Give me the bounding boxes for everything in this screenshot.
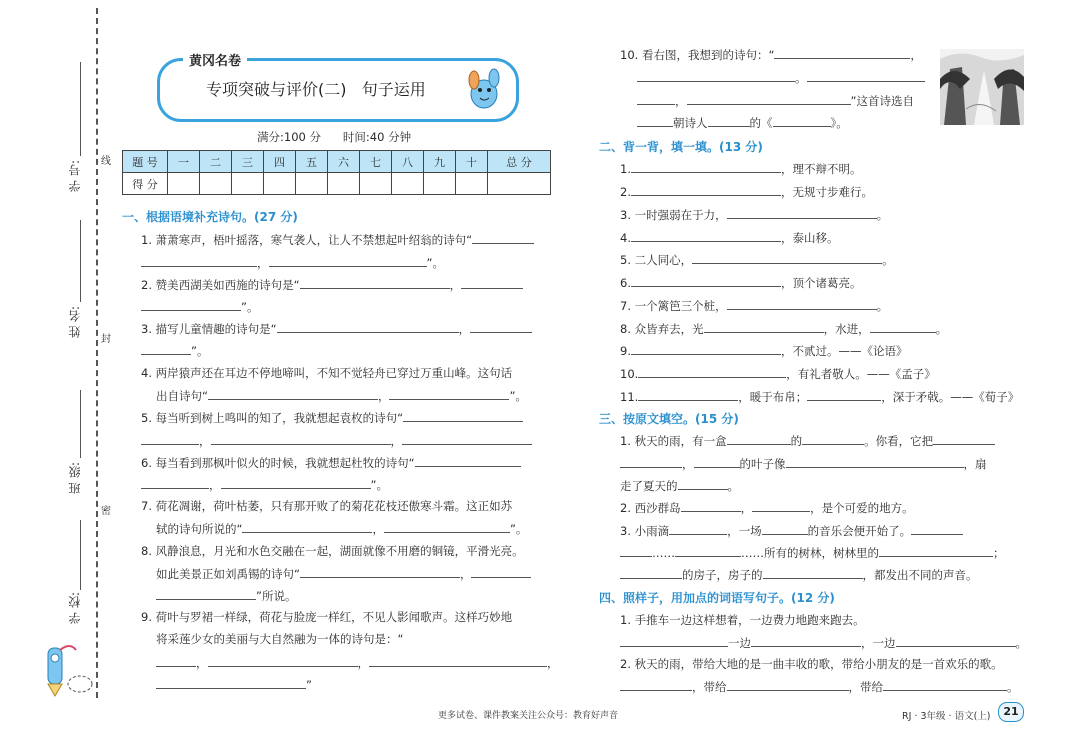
s1-q3-line2: ”。 — [141, 342, 208, 359]
binding-dashed-line — [96, 8, 99, 698]
s2-item-11: 11. ，暖于布帛； ，深于矛戟。——《荀子》 — [620, 390, 1020, 404]
answer-blank[interactable] — [708, 114, 750, 127]
answer-blank[interactable] — [763, 566, 863, 579]
school-label: 学 校: — [68, 592, 82, 624]
answer-blank[interactable] — [631, 183, 781, 196]
answer-blank[interactable] — [403, 409, 523, 422]
answer-blank[interactable] — [669, 522, 727, 535]
score-col-10: 十 — [456, 151, 488, 173]
answer-blank[interactable] — [637, 69, 795, 82]
student-id-field[interactable] — [80, 62, 82, 156]
answer-blank[interactable] — [631, 274, 781, 287]
s3-line3: 走了夏天的 。 — [620, 479, 739, 493]
s4-answer-1: 一边 ，一边 。 — [620, 634, 1027, 651]
score-cell[interactable] — [424, 173, 456, 195]
answer-blank[interactable] — [141, 342, 191, 355]
section-2-heading: 二、背一背，填一填。(13 分) — [599, 140, 763, 154]
answer-blank[interactable] — [727, 432, 791, 445]
score-table-row-header: 题 号 — [123, 151, 168, 173]
answer-blank[interactable] — [807, 69, 925, 82]
answer-blank[interactable] — [774, 46, 910, 59]
answer-blank[interactable] — [773, 114, 831, 127]
s2-item-3: 3. 一时强弱在于力， 。 — [620, 208, 889, 222]
s2-item-9: 9. ，不贰过。——《论语》 — [620, 344, 908, 358]
answer-blank[interactable] — [620, 455, 682, 468]
brand-logo: 黄冈名卷 — [183, 50, 247, 69]
answer-blank[interactable] — [727, 678, 849, 691]
answer-blank[interactable] — [471, 565, 531, 578]
answer-blank[interactable] — [461, 276, 523, 289]
answer-blank[interactable] — [786, 455, 964, 468]
s3-line7: 的房子，房子的 ，都发出不同的声音。 — [620, 566, 978, 583]
s4-example-1: 1. 手推车一边这样想着，一边费力地跑来跑去。 — [620, 613, 865, 627]
school-field[interactable] — [80, 520, 82, 590]
answer-blank[interactable] — [727, 297, 877, 310]
score-cell[interactable] — [168, 173, 200, 195]
s1-q5-line1: 5. 每当听到树上鸣叫的知了，我就想起袁枚的诗句“ — [141, 409, 523, 426]
name-field[interactable] — [80, 220, 82, 302]
s1-q4-line1: 4. 两岸猿声还在耳边不停地啼叫，不知不觉轻舟已穿过万重山峰。这句话 — [141, 366, 513, 380]
score-col-6: 六 — [328, 151, 360, 173]
score-table — [122, 150, 551, 195]
score-cell[interactable] — [232, 173, 264, 195]
answer-blank[interactable] — [727, 206, 877, 219]
s1-q6-line2: ， ”。 — [141, 476, 388, 493]
s2-item-1: 1. ，理不辩不明。 — [620, 162, 862, 176]
cartoon-dog-icon — [462, 66, 506, 112]
score-col-total: 总 分 — [488, 151, 551, 173]
answer-blank[interactable] — [620, 678, 692, 691]
answer-blank[interactable] — [470, 320, 532, 333]
s1-q7-line2: 轼的诗句所说的“ ， ”。 — [156, 522, 528, 536]
s1-q4-line2: 出自诗句“ ， ”。 — [156, 389, 527, 403]
answer-blank[interactable] — [472, 231, 534, 244]
s1-q9-line4: ” — [156, 676, 312, 693]
page-title: 专项突破与评价(二) 句子运用 — [206, 80, 426, 99]
answer-blank[interactable] — [692, 251, 882, 264]
score-cell[interactable] — [296, 173, 328, 195]
answer-blank[interactable] — [694, 455, 740, 468]
s3-line5: 3. 小雨滴 ，一场 的音乐会便开始了。 — [620, 522, 963, 539]
section-4-heading: 四、照样子，用加点的词语写句子。(12 分) — [599, 591, 835, 605]
s2-item-6: 6. ，顶个诸葛亮。 — [620, 276, 862, 290]
answer-blank[interactable] — [141, 476, 209, 489]
answer-blank[interactable] — [141, 432, 199, 445]
class-field[interactable] — [80, 390, 82, 458]
answer-blank[interactable] — [221, 476, 371, 489]
answer-blank[interactable] — [879, 544, 993, 557]
exam-meta: 满分:100 分 时间:40 分钟 — [257, 130, 412, 144]
score-col-7: 七 — [360, 151, 392, 173]
s1-q9-line1: 9. 荷叶与罗裙一样绿，荷花与脸庞一样红，不见人影闻歌声。这样巧妙地 — [141, 610, 513, 624]
s3-line6: …… ……所有的树林，树林里的 ； — [620, 544, 1005, 561]
answer-blank[interactable] — [911, 522, 963, 535]
s1-q7-line1: 7. 荷花凋谢，荷叶枯萎，只有那开败了的菊花花枝还傲寒斗霜。这正如苏 — [141, 499, 513, 513]
s2-item-5: 5. 二人同心， 。 — [620, 253, 894, 267]
answer-blank[interactable] — [369, 654, 547, 667]
answer-blank[interactable] — [631, 160, 781, 173]
answer-blank[interactable] — [883, 678, 1007, 691]
answer-blank[interactable] — [687, 92, 851, 105]
score-cell[interactable] — [456, 173, 488, 195]
pen-mascot-icon — [30, 640, 94, 700]
score-cell[interactable] — [328, 173, 360, 195]
footer-promo: 更多试卷、课件教案关注公众号：教育好声音 — [438, 711, 619, 721]
answer-blank[interactable] — [704, 320, 824, 333]
s1-q1-line1: 1. 萧萧寒声，梧叶摇落，寒气袭人，让人不禁想起叶绍翁的诗句“ — [141, 231, 534, 248]
answer-blank[interactable] — [208, 654, 358, 667]
answer-blank[interactable] — [156, 676, 306, 689]
answer-blank[interactable] — [637, 92, 675, 105]
answer-blank[interactable] — [752, 499, 810, 512]
s1-q2-line2: ”。 — [141, 298, 258, 315]
answer-blank[interactable] — [870, 320, 936, 333]
s2-item-10: 10. ，有礼者敬人。——《孟子》 — [620, 367, 936, 381]
score-col-2: 二 — [200, 151, 232, 173]
score-col-1: 一 — [168, 151, 200, 173]
s2-item-2: 2. ，无规寸步难行。 — [620, 185, 873, 199]
s4-answer-2: ，带给 ，带给 。 — [620, 678, 1019, 695]
answer-blank[interactable] — [211, 432, 391, 445]
seal-mark-feng: 封 — [101, 334, 111, 345]
answer-blank[interactable] — [384, 520, 510, 533]
answer-blank[interactable] — [300, 276, 450, 289]
score-cell[interactable] — [264, 173, 296, 195]
answer-blank[interactable] — [269, 254, 427, 267]
score-cell[interactable] — [488, 173, 551, 195]
s3-line2: ， 的叶子像 ，扇 — [620, 455, 987, 472]
s1-q8-line3: ”所说。 — [156, 587, 296, 604]
answer-blank[interactable] — [681, 499, 741, 512]
answer-blank[interactable] — [751, 634, 861, 647]
answer-blank[interactable] — [402, 432, 532, 445]
name-label: 姓 名: — [68, 306, 82, 338]
answer-blank[interactable] — [638, 365, 786, 378]
s3-line4: 2. 西沙群岛 ， ，是个可爱的地方。 — [620, 501, 914, 515]
s2-item-7: 7. 一个篱笆三个桩， 。 — [620, 299, 889, 313]
s1-q9-line3: ， ， ， — [156, 654, 559, 671]
s2-item-4: 4. ，泰山移。 — [620, 231, 839, 245]
s1-q1-line2: ， ”。 — [141, 254, 444, 271]
answer-blank[interactable] — [807, 388, 881, 401]
page-number: 21 — [998, 702, 1024, 722]
answer-blank[interactable] — [242, 520, 372, 533]
score-col-8: 八 — [392, 151, 424, 173]
answer-blank[interactable] — [141, 254, 257, 267]
score-col-9: 九 — [424, 151, 456, 173]
answer-blank[interactable] — [300, 565, 460, 578]
s1-q8-line1: 8. 风静浪息，月光和水色交融在一起，湖面就像不用磨的铜镜，平滑光亮。 — [141, 544, 524, 558]
answer-blank[interactable] — [208, 387, 378, 400]
section-1-heading: 一、根据语境补充诗句。(27 分) — [122, 210, 298, 224]
answer-blank[interactable] — [762, 522, 808, 535]
class-label: 班 级: — [68, 462, 82, 494]
score-col-4: 四 — [264, 151, 296, 173]
section-3-heading: 三、按原文填空。(15 分) — [599, 412, 739, 426]
s1-q9-line2: 将采莲少女的美丽与大自然融为一体的诗句是：“ — [156, 632, 404, 646]
s3-line1: 1. 秋天的雨，有一盒 的 。你看，它把 — [620, 432, 995, 449]
answer-blank[interactable] — [415, 454, 521, 467]
score-col-5: 五 — [296, 151, 328, 173]
seal-mark-mi: 密 — [101, 506, 111, 517]
s1-q3-line1: 3. 描写儿童情趣的诗句是“ ， — [141, 320, 532, 337]
s1-q5-line2: ， ， — [141, 432, 532, 449]
answer-blank[interactable] — [675, 544, 741, 557]
student-id-label: 学 号: — [68, 160, 82, 192]
answer-blank[interactable] — [678, 477, 728, 490]
s2-item-8: 8. 众皆弃去，光 ，水进， 。 — [620, 322, 948, 336]
answer-blank[interactable] — [620, 634, 728, 647]
answer-blank[interactable] — [933, 432, 995, 445]
score-cell[interactable] — [392, 173, 424, 195]
answer-blank[interactable] — [802, 432, 864, 445]
s1-q6-line1: 6. 每当看到那枫叶似火的时候，我就想起杜牧的诗句“ — [141, 454, 521, 471]
answer-blank[interactable] — [156, 654, 196, 667]
answer-blank[interactable] — [389, 387, 509, 400]
q10-line1: 10. 看右图，我想到的诗句：“ ， — [620, 48, 922, 62]
answer-blank[interactable] — [141, 298, 241, 311]
answer-blank[interactable] — [620, 566, 682, 579]
s1-q2-line1: 2. 赞美西湖美如西施的诗句是“ ， — [141, 276, 523, 293]
q10-line2: 。 — [637, 69, 925, 86]
answer-blank[interactable] — [620, 544, 652, 557]
answer-blank[interactable] — [637, 114, 673, 127]
seal-mark-xian: 线 — [101, 156, 111, 167]
answer-blank[interactable] — [277, 320, 459, 333]
s4-example-2: 2. 秋天的雨，带给大地的是一曲丰收的歌，带给小朋友的是一首欢乐的歌。 — [620, 657, 1003, 671]
answer-blank[interactable] — [896, 634, 1016, 647]
score-cell[interactable] — [360, 173, 392, 195]
answer-blank[interactable] — [156, 587, 256, 600]
q10-line3: ， ”这首诗选自 — [637, 92, 914, 109]
q10-line4: 朝诗人 的《 》。 — [637, 114, 848, 131]
answer-blank[interactable] — [638, 388, 738, 401]
score-cell[interactable] — [200, 173, 232, 195]
answer-blank[interactable] — [631, 342, 781, 355]
river-landscape-illustration — [940, 49, 1024, 125]
score-row-label: 得 分 — [123, 173, 168, 195]
footer-grade-subject: RJ · 3年级 · 语文(上) — [902, 711, 991, 722]
score-col-3: 三 — [232, 151, 264, 173]
s1-q8-line2: 如此美景正如刘禹锡的诗句“ ， — [156, 565, 531, 582]
answer-blank[interactable] — [631, 229, 781, 242]
